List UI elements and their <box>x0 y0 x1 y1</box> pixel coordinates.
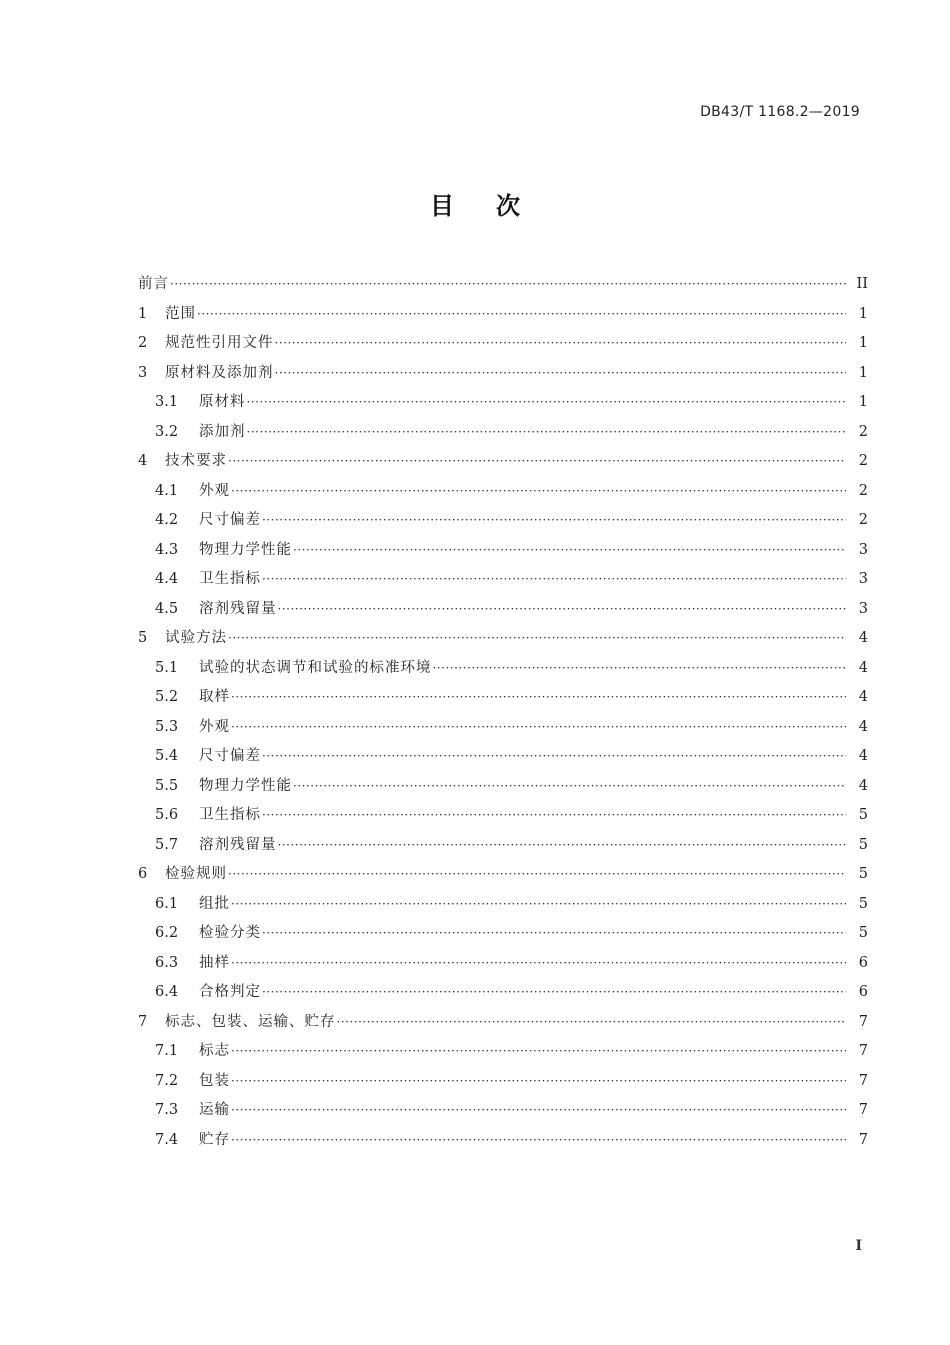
toc-entry-label: 卫生指标 <box>199 571 261 587</box>
toc-entry[interactable] <box>138 949 868 979</box>
toc-entry-number: 7 <box>138 1013 148 1030</box>
dot-leader <box>170 270 846 300</box>
toc-entry-label: 原材料 <box>199 394 246 410</box>
toc-entry-number: 5.3 <box>155 718 179 735</box>
toc-entry-page: 1 <box>858 305 868 322</box>
toc-entry-label: 检验分类 <box>199 925 261 941</box>
toc-entry-page: 7 <box>858 1043 868 1059</box>
toc-entry-label: 包装 <box>199 1072 230 1089</box>
toc-entry-number: 2 <box>138 335 148 351</box>
toc-entry-page: 5 <box>858 925 868 941</box>
toc-entry-number: 7.2 <box>155 1072 179 1089</box>
dot-leader <box>231 713 846 743</box>
toc-entry-label: 检验规则 <box>165 866 227 882</box>
table-of-contents <box>138 270 868 1155</box>
toc-entry-label: 标志、包装、运输、贮存 <box>165 1013 336 1030</box>
dot-leader <box>293 772 846 802</box>
toc-entry-label: 尺寸偏差 <box>199 748 261 764</box>
page-title: 目次 <box>430 192 562 220</box>
toc-entry[interactable] <box>138 565 868 595</box>
toc-entry-page: 2 <box>858 423 868 440</box>
toc-entry[interactable] <box>138 890 868 920</box>
toc-entry-label: 原材料及添加剂 <box>165 364 274 381</box>
toc-entry-page: II <box>856 276 868 292</box>
toc-entry-number: 6.4 <box>155 984 179 1000</box>
toc-entry-page: 1 <box>858 394 868 410</box>
dot-leader <box>231 477 846 507</box>
toc-entry-number: 6.2 <box>155 925 179 941</box>
toc-entry-label: 范围 <box>165 305 196 322</box>
toc-entry[interactable] <box>138 418 868 448</box>
toc-entry[interactable] <box>138 300 868 330</box>
toc-entry[interactable] <box>138 1037 868 1067</box>
dot-leader <box>231 1067 846 1097</box>
dot-leader <box>231 1126 846 1156</box>
toc-entry-number: 3 <box>138 364 148 381</box>
toc-entry-label: 前言 <box>138 276 169 292</box>
dot-leader <box>228 447 846 477</box>
toc-entry[interactable] <box>138 713 868 743</box>
dot-leader <box>247 418 847 448</box>
toc-entry-number: 6.1 <box>155 895 179 912</box>
dot-leader <box>231 1037 846 1067</box>
toc-entry-page: 6 <box>858 984 868 1000</box>
toc-entry-number: 5.4 <box>155 748 179 764</box>
toc-entry-page: 3 <box>858 541 868 558</box>
toc-entry-page: 7 <box>858 1013 868 1030</box>
toc-entry-label: 取样 <box>199 689 230 705</box>
toc-entry-label: 规范性引用文件 <box>165 335 274 351</box>
toc-entry[interactable] <box>138 978 868 1008</box>
dot-leader <box>275 329 847 359</box>
toc-entry[interactable] <box>138 831 868 861</box>
toc-entry-page: 5 <box>858 836 868 853</box>
toc-entry-number: 7.1 <box>155 1043 179 1059</box>
toc-entry-page: 1 <box>858 335 868 351</box>
document-code: DB43/T 1168.2—2019 <box>700 104 860 120</box>
toc-entry[interactable] <box>138 388 868 418</box>
toc-entry-label: 物理力学性能 <box>199 541 292 558</box>
toc-entry[interactable] <box>138 1008 868 1038</box>
toc-entry-number: 4.5 <box>155 600 179 617</box>
toc-entry[interactable] <box>138 772 868 802</box>
toc-entry[interactable] <box>138 359 868 389</box>
toc-entry-page: 5 <box>858 866 868 882</box>
toc-entry[interactable] <box>138 506 868 536</box>
toc-entry-page: 7 <box>858 1072 868 1089</box>
toc-entry-number: 7.4 <box>155 1131 179 1148</box>
toc-entry[interactable] <box>138 329 868 359</box>
toc-entry-page: 5 <box>858 895 868 912</box>
toc-entry-page: 2 <box>858 512 868 528</box>
toc-entry[interactable] <box>138 477 868 507</box>
dot-leader <box>231 949 846 979</box>
toc-entry-label: 贮存 <box>199 1131 230 1148</box>
dot-leader <box>278 831 847 861</box>
toc-entry-number: 5.1 <box>155 659 179 676</box>
dot-leader <box>228 860 846 890</box>
dot-leader <box>262 801 846 831</box>
toc-entry[interactable] <box>138 742 868 772</box>
dot-leader <box>337 1008 847 1038</box>
toc-entry-page: 3 <box>858 600 868 617</box>
toc-entry-label: 抽样 <box>199 954 230 971</box>
page-number: I <box>855 1238 862 1254</box>
dot-leader <box>433 654 847 684</box>
toc-entry-page: 4 <box>858 777 868 794</box>
toc-entry-number: 4.2 <box>155 512 179 528</box>
toc-entry-number: 5.7 <box>155 836 179 853</box>
toc-entry-number: 4.3 <box>155 541 179 558</box>
toc-entry-number: 6 <box>138 866 148 882</box>
toc-entry-number: 5.6 <box>155 807 179 823</box>
toc-entry-label: 尺寸偏差 <box>199 512 261 528</box>
toc-entry-number: 3.1 <box>155 394 179 410</box>
toc-entry-page: 2 <box>858 482 868 499</box>
toc-entry-number: 1 <box>138 305 148 322</box>
toc-entry[interactable] <box>138 624 868 654</box>
dot-leader <box>293 536 846 566</box>
dot-leader <box>247 388 847 418</box>
toc-entry-page: 1 <box>858 364 868 381</box>
dot-leader <box>231 1096 846 1126</box>
toc-entry-number: 3.2 <box>155 423 179 440</box>
toc-entry[interactable] <box>138 860 868 890</box>
toc-entry-label: 添加剂 <box>199 423 246 440</box>
toc-entry-label: 卫生指标 <box>199 807 261 823</box>
toc-entry[interactable] <box>138 683 868 713</box>
toc-entry[interactable] <box>138 919 868 949</box>
toc-entry-page: 4 <box>858 718 868 735</box>
toc-entry-label: 溶剂残留量 <box>199 600 277 617</box>
toc-entry-label: 标志 <box>199 1043 230 1059</box>
dot-leader <box>231 890 846 920</box>
toc-entry[interactable] <box>138 1096 868 1126</box>
toc-entry-label: 外观 <box>199 718 230 735</box>
toc-entry-label: 试验的状态调节和试验的标准环境 <box>199 659 432 676</box>
toc-entry-page: 6 <box>858 954 868 971</box>
dot-leader <box>262 919 846 949</box>
toc-entry-number: 4.1 <box>155 482 179 499</box>
toc-entry-page: 5 <box>858 807 868 823</box>
toc-entry-label: 组批 <box>199 895 230 912</box>
toc-entry-page: 3 <box>858 571 868 587</box>
toc-entry[interactable] <box>138 1126 868 1156</box>
dot-leader <box>197 300 846 330</box>
toc-entry-page: 4 <box>858 659 868 676</box>
dot-leader <box>262 565 846 595</box>
toc-entry[interactable] <box>138 595 868 625</box>
dot-leader <box>231 683 846 713</box>
toc-entry-label: 试验方法 <box>165 630 227 646</box>
toc-entry[interactable] <box>138 270 868 300</box>
toc-entry-number: 5.5 <box>155 777 179 794</box>
toc-entry-number: 4.4 <box>155 571 179 587</box>
toc-entry-label: 溶剂残留量 <box>199 836 277 853</box>
toc-entry-page: 2 <box>858 453 868 469</box>
toc-entry-label: 合格判定 <box>199 984 261 1000</box>
dot-leader <box>262 742 846 772</box>
toc-entry[interactable] <box>138 536 868 566</box>
toc-entry[interactable] <box>138 447 868 477</box>
toc-entry-number: 7.3 <box>155 1102 179 1118</box>
toc-entry-number: 5.2 <box>155 689 179 705</box>
dot-leader <box>262 506 846 536</box>
dot-leader <box>262 978 846 1008</box>
toc-entry[interactable] <box>138 801 868 831</box>
toc-entry-page: 4 <box>858 689 868 705</box>
toc-entry-number: 4 <box>138 453 148 469</box>
toc-entry[interactable] <box>138 1067 868 1097</box>
dot-leader <box>275 359 847 389</box>
toc-entry-page: 7 <box>858 1102 868 1118</box>
toc-entry-page: 7 <box>858 1131 868 1148</box>
toc-entry-page: 4 <box>858 630 868 646</box>
toc-entry-label: 运输 <box>199 1102 230 1118</box>
toc-entry-label: 物理力学性能 <box>199 777 292 794</box>
dot-leader <box>278 595 847 625</box>
toc-entry[interactable] <box>138 654 868 684</box>
toc-entry-page: 4 <box>858 748 868 764</box>
toc-entry-number: 6.3 <box>155 954 179 971</box>
toc-entry-number: 5 <box>138 630 148 646</box>
dot-leader <box>228 624 846 654</box>
toc-entry-label: 技术要求 <box>165 453 227 469</box>
toc-entry-label: 外观 <box>199 482 230 499</box>
